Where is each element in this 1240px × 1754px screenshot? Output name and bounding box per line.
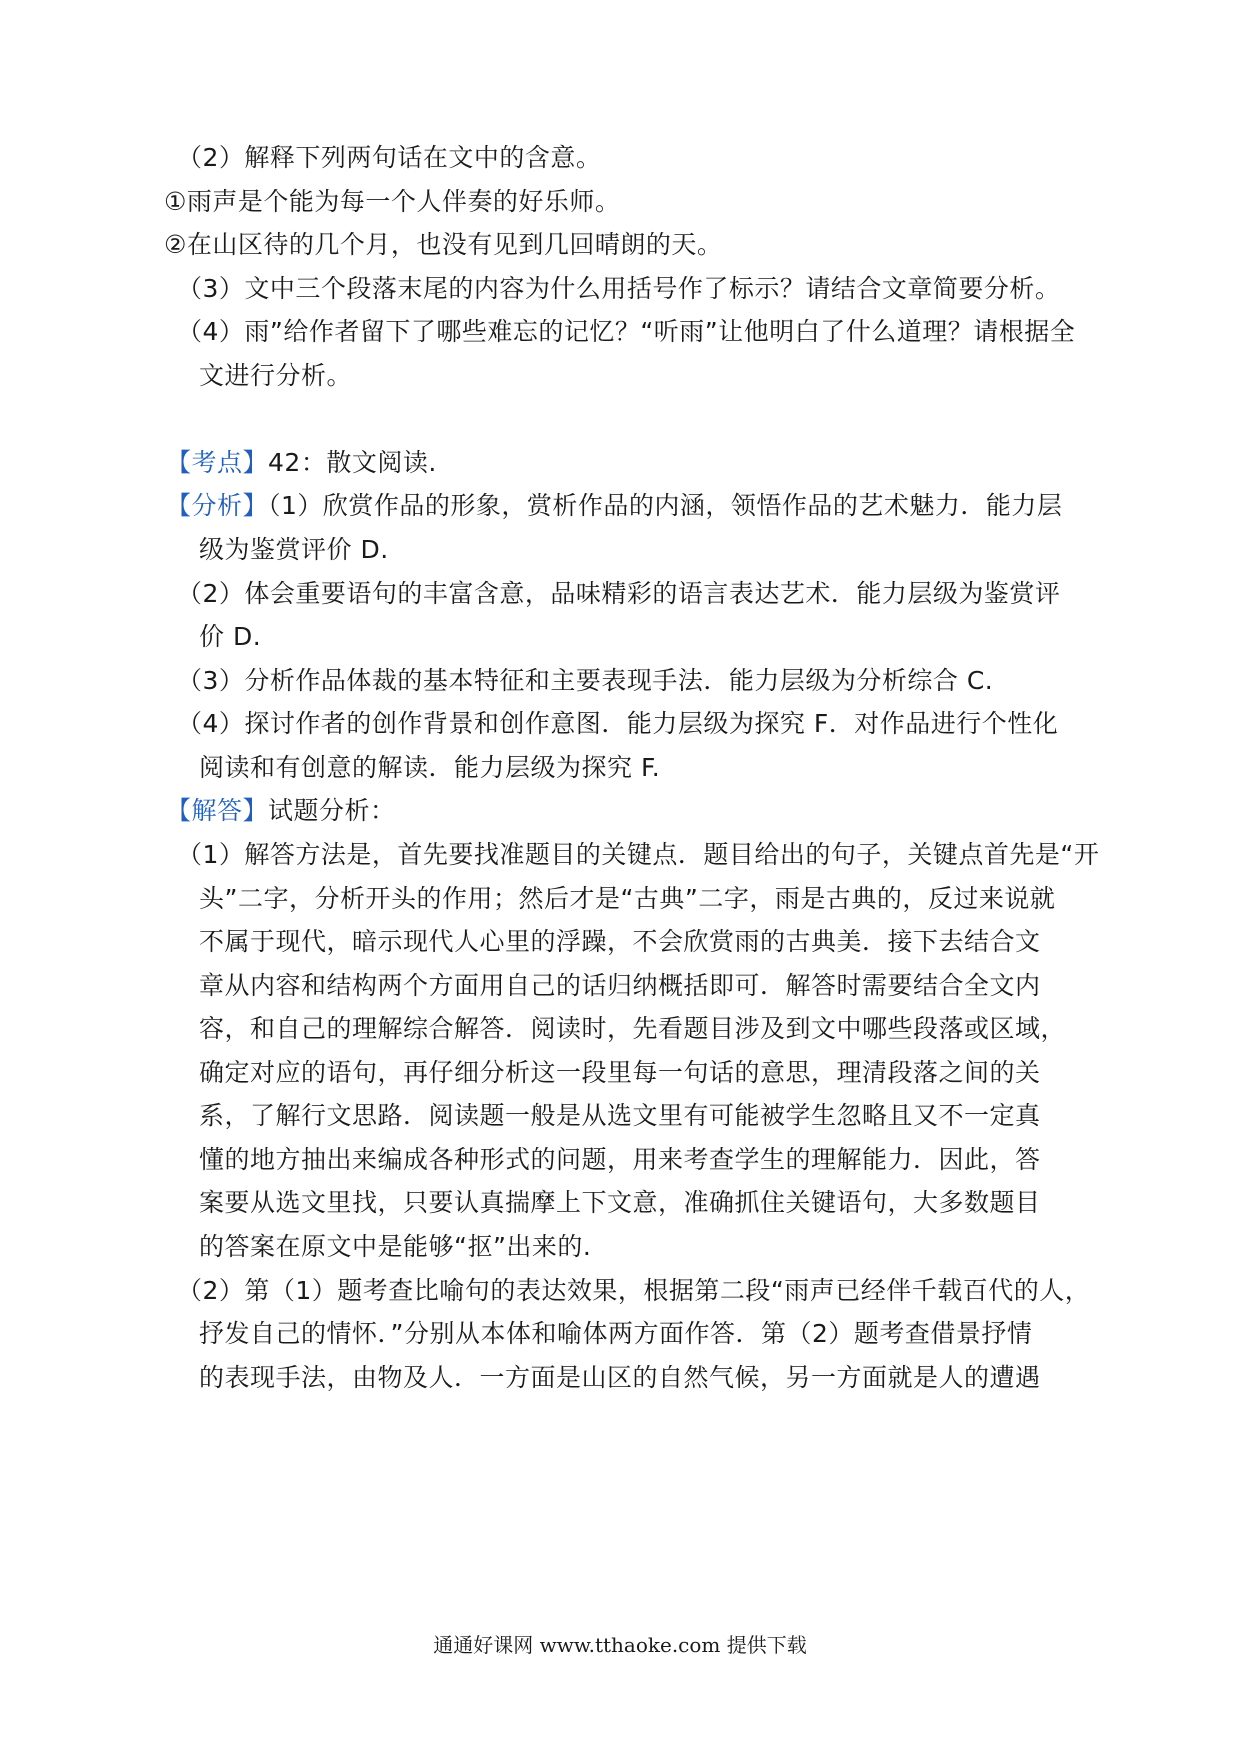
- answer-paragraph-1-line: 案要从选文里找，只要认真揣摩上下文意，准确抓住关键语句，大多数题目: [199, 1188, 1041, 1217]
- answer-paragraph-1-line: 懂的地方抽出来编成各种形式的问题，用来考查学生的理解能力．因此，答: [199, 1145, 1041, 1174]
- answer-paragraph-2-line: 的表现手法，由物及人．一方面是山区的自然气候，另一方面就是人的遭遇: [199, 1363, 1041, 1392]
- question-2-item-2: ②在山区待的几个月，也没有见到几回晴朗的天。: [164, 230, 723, 259]
- question-2-item-1: ①雨声是个能为每一个人伴奏的好乐师。: [164, 187, 621, 216]
- answer-paragraph-1-line: 容，和自己的理解综合解答．阅读时，先看题目涉及到文中哪些段落或区域，: [199, 1014, 1067, 1043]
- fenxi-text-line-6: （4）探讨作者的创作背景和创作意图．能力层级为探究 F．对作品进行个性化: [177, 709, 1059, 738]
- answer-paragraph-1-line: 确定对应的语句，再仔细分析这一段里每一句话的意思，理清段落之间的关: [199, 1058, 1041, 1087]
- kaodian-text: 42：散文阅读.: [268, 448, 437, 477]
- fenxi-text-line-1: （1）欣赏作品的形象，赏析作品的内涵，领悟作品的艺术魅力．能力层: [268, 491, 1063, 520]
- answer-paragraph-1-line: 章从内容和结构两个方面用自己的话归纳概括即可．解答时需要结合全文内: [199, 971, 1041, 1000]
- page-footer: 通通好课网 www.tthaoke.com 提供下载: [433, 1633, 807, 1657]
- fenxi-text-line-3: （2）体会重要语句的丰富含意，品味精彩的语言表达艺术．能力层级为鉴赏评: [177, 579, 1061, 608]
- jieda-section: [166, 796, 396, 826]
- answer-paragraph-2-line: （2）第（1）题考查比喻句的表达效果，根据第二段“雨声已经伴千载百代的人，: [177, 1276, 1091, 1305]
- question-4-line-2: 文进行分析。: [199, 361, 353, 390]
- question-3: （3）文中三个段落末尾的内容为什么用括号作了标示？请结合文章简要分析。: [177, 274, 1061, 303]
- answer-paragraph-1-line: 系，了解行文思路．阅读题一般是从选文里有可能被学生忽略且又不一定真: [199, 1101, 1041, 1130]
- fenxi-section-line-1: [166, 491, 1062, 521]
- jieda-tag: 【解答】: [166, 796, 269, 825]
- answer-paragraph-1-line: （1）解答方法是，首先要找准题目的关键点．题目给出的句子，关键点首先是“开: [177, 840, 1100, 869]
- kaodian-section: [166, 448, 437, 478]
- answer-paragraph-1-line: 头”二字，分析开头的作用；然后才是“古典”二字，雨是古典的，反过来说就: [199, 884, 1056, 913]
- jieda-intro: 试题分析：: [268, 796, 396, 825]
- fenxi-text-line-7: 阅读和有创意的解读．能力层级为探究 F.: [199, 753, 661, 782]
- answer-paragraph-1-line: 不属于现代，暗示现代人心里的浮躁，不会欣赏雨的古典美．接下去结合文: [199, 927, 1041, 956]
- answer-paragraph-1-line: 的答案在原文中是能够“抠”出来的.: [199, 1232, 592, 1261]
- fenxi-tag: 【分析】: [166, 491, 269, 520]
- kaodian-tag: 【考点】: [166, 448, 269, 477]
- fenxi-text-line-4: 价 D.: [199, 622, 262, 651]
- question-2-prompt: （2）解释下列两句话在文中的含意。: [177, 143, 602, 172]
- fenxi-text-line-2: 级为鉴赏评价 D.: [199, 535, 389, 564]
- question-4-line-1: （4）雨”给作者留下了哪些难忘的记忆？“听雨”让他明白了什么道理？请根据全: [177, 317, 1076, 346]
- answer-paragraph-2-line: 抒发自己的情怀．”分别从本体和喻体两方面作答．第（2）题考查借景抒情: [199, 1319, 1033, 1348]
- fenxi-text-line-5: （3）分析作品体裁的基本特征和主要表现手法．能力层级为分析综合 C.: [177, 666, 994, 695]
